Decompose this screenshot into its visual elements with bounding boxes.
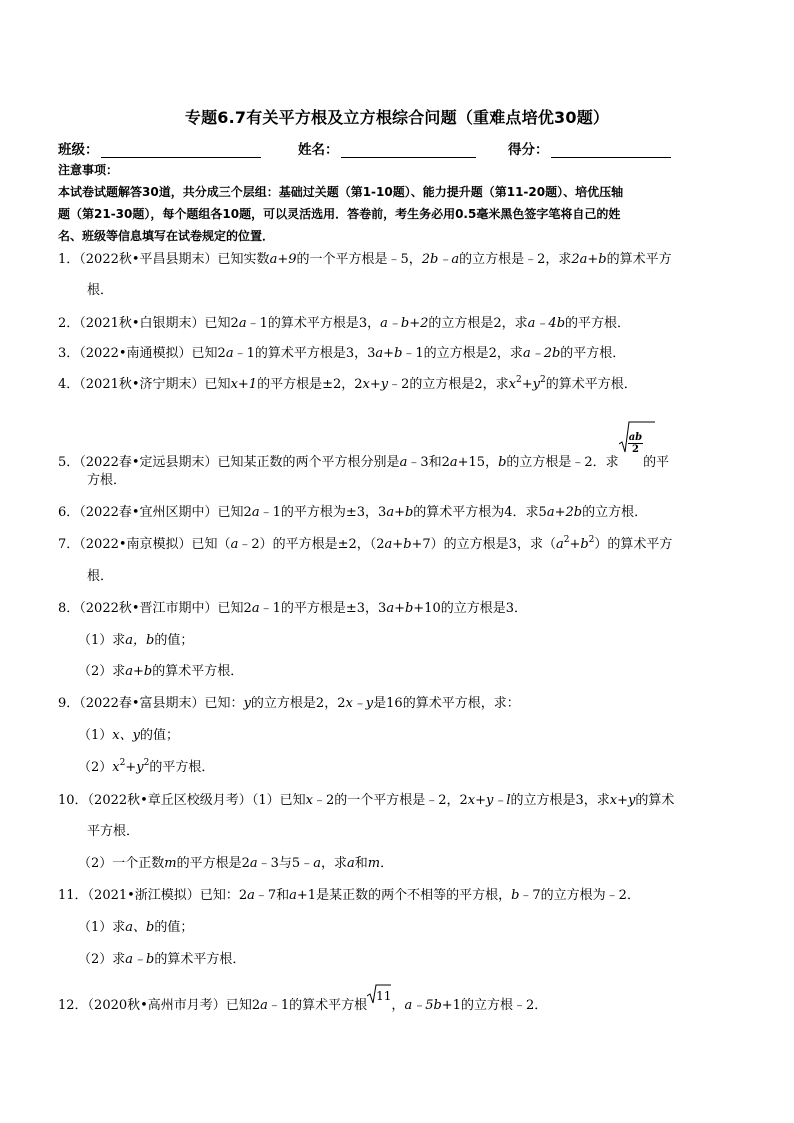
page-title: 专题6.7有关平方根及立方根综合问题（重难点培优30题） — [184, 108, 610, 127]
name-field — [298, 138, 476, 158]
notice-heading: 注意事项： — [58, 163, 119, 177]
question-12: 12．（2020秋•高州市月考）已知2a﹣1的算术平方根 11，a﹣5b+1的立方根﹣2． — [58, 995, 748, 1016]
score-label: 得分： — [508, 142, 549, 158]
class-blank[interactable] — [101, 143, 261, 158]
question-11-part-2: （2）求a﹣b的算术平方根． — [78, 952, 246, 967]
question-4: 4．（2021秋•济宁期末）已知x+1的平方根是±2，2x+y﹣2的立方根是2，求$x^2+y^2$的算术平方根． — [58, 375, 637, 392]
question-10-cont: 平方根． — [87, 824, 140, 839]
question-6: 6．（2022春•宜州区期中）已知2a﹣1的平方根为±3，3a+b的算术平方根为4．求5a+2b的立方根． — [58, 505, 648, 520]
question-7: 7．（2022•南京模拟）已知（a﹣2）的平方根是±2，（2a+b+7）的立方根是3，求$(a^2+b^2)$的算术平方 — [58, 535, 673, 552]
question-1: 1．（2022秋•平昌县期末）已知实数a+9的一个平方根是﹣5，2b﹣a的立方根是﹣2，求2a+b的算术平方 — [58, 252, 672, 267]
question-8-part-2: （2）求a+b的算术平方根． — [78, 664, 244, 679]
sqrt-11: 11 — [367, 986, 391, 1007]
question-5-cont: 方根． — [87, 473, 127, 488]
notice-line-3: 名、班级等信息填写在试卷规定的位置． — [58, 229, 275, 243]
notice-line-1: 本试卷试题解答30道，共分成三个层组：基础过关题（第1-10题）、能力提升题（第11-20题）、培优压轴 — [58, 185, 624, 199]
question-5: 5．（2022春•定远县期末）已知某正数的两个平方根分别是a﹣3和2a+15，b的立方根是﹣2．求 $\frac{ab}{2}$ 的平 — [58, 438, 748, 473]
question-9-part-1: （1）x、y的值； — [78, 728, 179, 743]
class-field — [58, 138, 261, 158]
question-8: 8．（2022秋•晋江市期中）已知2a﹣1的平方根是±3，3a+b+10的立方根是3． — [58, 601, 527, 616]
name-label: 姓名： — [298, 142, 339, 158]
question-8-part-1: （1）求a，b的值； — [78, 633, 194, 648]
class-label: 班级： — [58, 142, 99, 158]
notice-line-2: 题（第21-30题），每个题组各10题，可以灵活选用．答卷前，考生务必用0.5毫米黑色签字笔将自己的姓 — [58, 207, 621, 221]
question-2: 2．（2021秋•白银期末）已知2a﹣1的算术平方根是3，a﹣b+2的立方根是2，求a﹣4b的平方根． — [58, 316, 631, 331]
question-10-part-2: （2）一个正数m的平方根是2a﹣3与5﹣a，求a和m． — [78, 856, 394, 871]
score-blank[interactable] — [551, 143, 671, 158]
question-9-part-2: $(2)x^2+y^2$的平方根． — [78, 758, 215, 775]
question-10: 10．（2022秋•章丘区校级月考）（1）已知x﹣2的一个平方根是﹣2，2x+y﹣l的立方根是3，求x+y的算术 — [58, 793, 675, 808]
question-7-cont: 根． — [87, 569, 114, 584]
question-3: 3．（2022•南通模拟）已知2a﹣1的算术平方根是3，3a+b﹣1的立方根是2，求a﹣2b的平方根． — [58, 346, 626, 361]
question-11-part-1: （1）求a、b的值； — [78, 920, 194, 935]
question-1-cont: 根． — [87, 283, 114, 298]
question-9: 9．（2022春•富县期末）已知：y的立方根是2，2x﹣y是16的算术平方根，求： — [58, 696, 520, 711]
name-blank[interactable] — [341, 143, 476, 158]
score-field — [508, 138, 671, 158]
sqrt-fraction: $\frac{ab}{2}$ — [619, 438, 643, 473]
info-fields — [58, 138, 738, 158]
question-11: 11．（2021•浙江模拟）已知：2a﹣7和a+1是某正数的两个不相等的平方根，b﹣7的立方根为﹣2． — [58, 888, 640, 903]
